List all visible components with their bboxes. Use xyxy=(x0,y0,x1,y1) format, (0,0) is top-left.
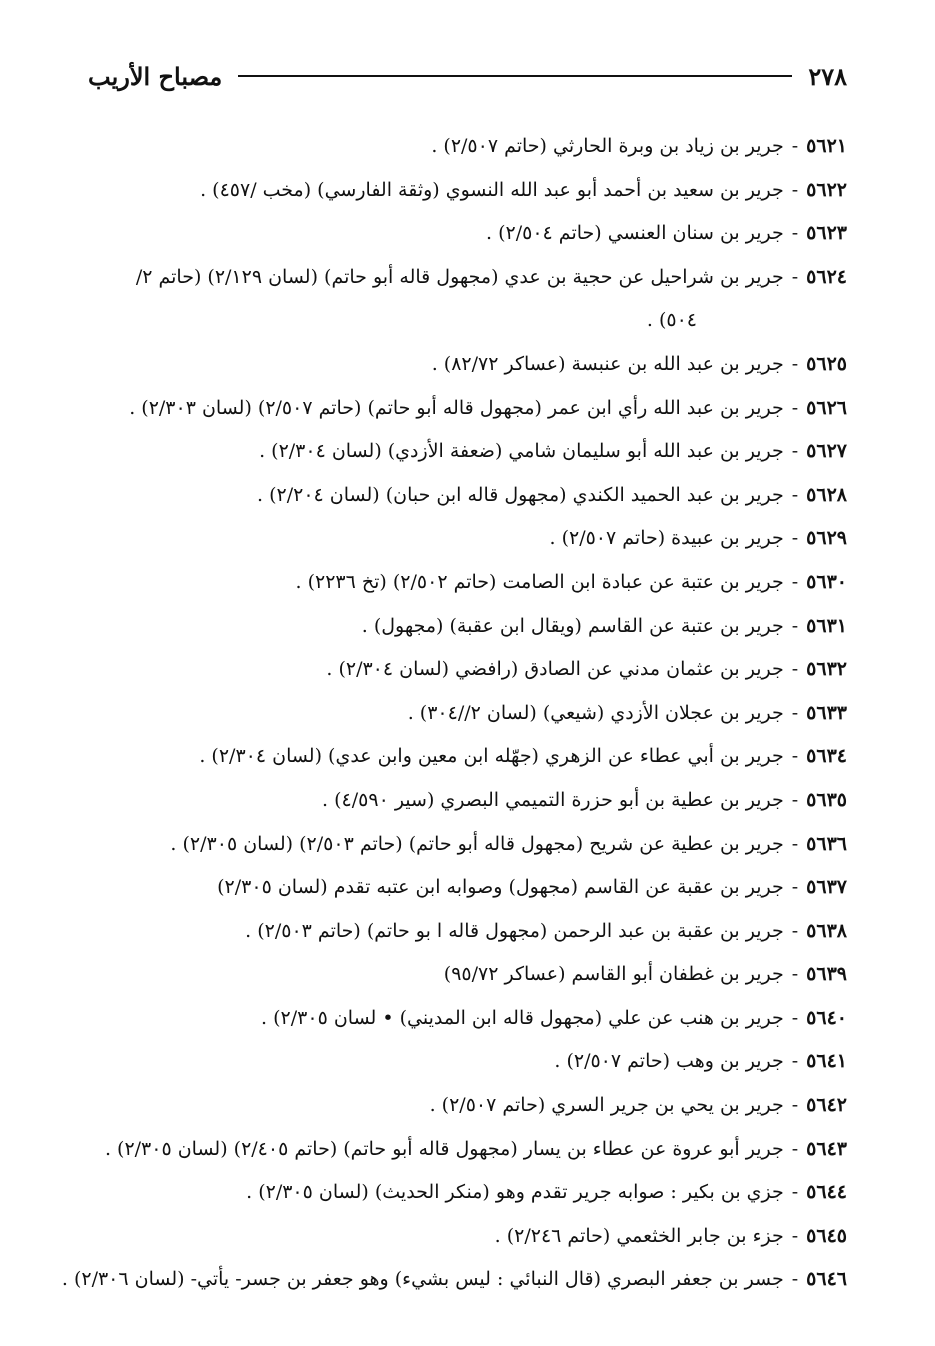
entry-number: ٥٦٢٣ xyxy=(806,222,847,245)
entry-number: ٥٦٣٠ xyxy=(806,570,847,593)
entry-text: جرير بن عقبة عن القاسم (مجهول) وصوابه ابن عتبه تقدم (لسان ٢/٣٠٥) xyxy=(217,876,784,899)
entry-text: جرير بن غطفان أبو القاسم (عساكر ٩٥/٧٢) xyxy=(443,963,784,986)
entry-text: جسر بن جعفر البصري (قال النبائي : ليس بشيء) وهو جعفر بن جسر- يأتي- (لسان ٢/٣٠٦) . xyxy=(61,1268,784,1291)
entry-text: جرير بن عبد الحميد الكندي (مجهول قاله ابن حبان) (لسان ٢/٢٠٤) . xyxy=(257,483,784,506)
entry-5631: ٥٦٣١-جرير بن عتبة عن القاسم (ويقال ابن عقبة) (مجهول) . xyxy=(361,614,847,637)
entry-number: ٥٦٤١ xyxy=(806,1050,847,1073)
entry-5635: ٥٦٣٥-جرير بن عطية بن أبو حزرة التميمي البصري (سير ٤/٥٩٠) . xyxy=(322,788,847,811)
entry-number: ٥٦٣٩ xyxy=(806,963,847,986)
entry-text: جرير بن عجلان الأزدي (شيعي) (لسان ٢//٣٠٤) . xyxy=(407,701,784,724)
entry-5645: ٥٦٤٥-جزء بن جابر الخثعمي (حاتم ٢/٢٤٦) . xyxy=(494,1224,847,1247)
entry-5643: ٥٦٤٣-جرير أبو عروة عن عطاء بن يسار (مجهول قاله أبو حاتم) (حاتم ٢/٤٠٥) (لسان ٢/٣٠٥) . xyxy=(104,1137,847,1160)
entry-number: ٥٦٤٢ xyxy=(806,1094,847,1117)
entry-text: جرير أبو عروة عن عطاء بن يسار (مجهول قاله أبو حاتم) (حاتم ٢/٤٠٥) (لسان ٢/٣٠٥) . xyxy=(104,1137,784,1160)
entry-number: ٥٦٢١ xyxy=(806,135,847,157)
entry-text: جزي بن بكير : صوابه جرير تقدم وهو (منكر الحديث) (لسان ٢/٣٠٥) . xyxy=(246,1181,784,1204)
entry-5629: ٥٦٢٩-جرير بن عبيدة (حاتم ٢/٥٠٧) . xyxy=(549,527,847,550)
entry-text: جرير بن شراحيل عن حجية بن عدي (مجهول قاله أبو حاتم) (لسان ٢/١٢٩) (حاتم ٢/ xyxy=(135,265,784,288)
entry-number: ٥٦٤٤ xyxy=(806,1181,847,1204)
entry-number: ٥٦٣٧ xyxy=(806,876,847,899)
entry-5646: ٥٦٤٦-جسر بن جعفر البصري (قال النبائي : ليس بشيء) وهو جعفر بن جسر- يأتي- (لسان ٢/٣٠٦) . xyxy=(61,1268,847,1291)
entry-number: ٥٦٢٦ xyxy=(806,396,847,419)
page-number: ٢٧٨ xyxy=(808,61,847,91)
entry-5644: ٥٦٤٤-جزي بن بكير : صوابه جرير تقدم وهو (منكر الحديث) (لسان ٢/٣٠٥) . xyxy=(246,1181,847,1204)
entry-text: جرير بن سنان العنسي (حاتم ٢/٥٠٤) . xyxy=(486,222,784,245)
entry-5633: ٥٦٣٣-جرير بن عجلان الأزدي (شيعي) (لسان ٢//٣٠٤) . xyxy=(407,701,847,724)
page-header xyxy=(88,58,847,94)
entry-number: ٥٦٣٢ xyxy=(806,658,847,681)
entry-text: جرير بن أبي عطاء عن الزهري (جهّله ابن معين وابن عدي) (لسان ٢/٣٠٤) . xyxy=(199,745,784,768)
entry-text: جرير بن عثمان مدني عن الصادق (رافضي (لسان ٢/٣٠٤) . xyxy=(326,658,784,681)
entry-5621: ٥٦٢١-جرير بن زياد بن وبرة الحارثي (حاتم ٢/٥٠٧) . xyxy=(431,135,847,157)
entry-5627: ٥٦٢٧-جرير بن عبد الله أبو سليمان شامي (ضعفة الأزدي) (لسان ٢/٣٠٤) . xyxy=(259,440,847,463)
entry-5630: ٥٦٣٠-جرير بن عتبة عن عبادة ابن الصامت (حاتم ٢/٥٠٢) (تخ ٢٢٣٦) . xyxy=(295,570,847,593)
entry-5632: ٥٦٣٢-جرير بن عثمان مدني عن الصادق (رافضي (لسان ٢/٣٠٤) . xyxy=(326,658,847,681)
entry-number: ٥٦٣٦ xyxy=(806,832,847,855)
entry-text-continuation: ٥٠٤) . xyxy=(646,309,697,332)
entry-number: ٥٦٤٥ xyxy=(806,1224,847,1247)
entry-number: ٥٦٢٢ xyxy=(806,178,847,201)
entry-text: جرير بن عبد الله بن عنبسة (عساكر ٨٢/٧٢) . xyxy=(431,352,784,375)
entry-list xyxy=(60,125,847,1302)
entry-5638: ٥٦٣٨-جرير بن عقبة بن عبد الرحمن (مجهول قاله ا بو حاتم) (حاتم ٢/٥٠٣) . xyxy=(245,919,847,942)
entry-5622: ٥٦٢٢-جرير بن سعيد بن أحمد أبو عبد الله النسوي (وثقة الفارسي) (مخب /٤٥٧) . xyxy=(200,178,847,201)
entry-5624: ٥٦٢٤-جرير بن شراحيل عن حجية بن عدي (مجهول قاله أبو حاتم) (لسان ٢/١٢٩) (حاتم ٢/ xyxy=(135,265,847,288)
entry-5637: ٥٦٣٧-جرير بن عقبة عن القاسم (مجهول) وصوابه ابن عتبه تقدم (لسان ٢/٣٠٥) xyxy=(217,876,847,899)
entry-number: ٥٦٢٤ xyxy=(806,265,847,288)
entry-5623: ٥٦٢٣-جرير بن سنان العنسي (حاتم ٢/٥٠٤) . xyxy=(486,222,847,245)
entry-text: جرير بن هنب عن علي (مجهول قاله ابن المديني) • لسان ٢/٣٠٥) . xyxy=(261,1006,784,1029)
entry-5628: ٥٦٢٨-جرير بن عبد الحميد الكندي (مجهول قاله ابن حبان) (لسان ٢/٢٠٤) . xyxy=(257,483,847,506)
entry-number: ٥٦٣٣ xyxy=(806,701,847,724)
entry-text: جرير بن عقبة بن عبد الرحمن (مجهول قاله ا بو حاتم) (حاتم ٢/٥٠٣) . xyxy=(245,919,784,942)
entry-5624-continuation xyxy=(60,299,847,343)
header-rule xyxy=(238,75,792,77)
entry-5634: ٥٦٣٤-جرير بن أبي عطاء عن الزهري (جهّله ابن معين وابن عدي) (لسان ٢/٣٠٤) . xyxy=(199,745,847,768)
entry-text: جرير بن عطية بن أبو حزرة التميمي البصري (سير ٤/٥٩٠) . xyxy=(322,788,784,811)
entry-number: ٥٦٢٩ xyxy=(806,527,847,550)
entry-text: جرير بن عبد الله أبو سليمان شامي (ضعفة الأزدي) (لسان ٢/٣٠٤) . xyxy=(259,440,784,463)
entry-text: جرير بن وهب (حاتم ٢/٥٠٧) . xyxy=(554,1050,784,1073)
entry-number: ٥٦٤٣ xyxy=(806,1137,847,1160)
entry-text: جرير بن يحي بن جرير السري (حاتم ٢/٥٠٧) . xyxy=(429,1094,784,1117)
entry-number: ٥٦٤٠ xyxy=(806,1006,847,1029)
entry-text: جرير بن عبيدة (حاتم ٢/٥٠٧) . xyxy=(549,527,784,550)
entry-text: جرير بن عبد الله رأي ابن عمر (مجهول قاله أبو حاتم) (حاتم ٢/٥٠٧) (لسان ٢/٣٠٣) . xyxy=(129,396,784,419)
entry-number: ٥٦٣٤ xyxy=(806,745,847,768)
entry-text: جرير بن عتبة عن عبادة ابن الصامت (حاتم ٢/٥٠٢) (تخ ٢٢٣٦) . xyxy=(295,570,784,593)
entry-number: ٥٦٢٥ xyxy=(806,352,847,375)
entry-text: جرير بن عطية عن شريح (مجهول قاله أبو حاتم) (حاتم ٢/٥٠٣) (لسان ٢/٣٠٥) . xyxy=(170,832,784,855)
entry-5642: ٥٦٤٢-جرير بن يحي بن جرير السري (حاتم ٢/٥٠٧) . xyxy=(429,1094,847,1117)
entry-number: ٥٦٣٥ xyxy=(806,788,847,811)
entry-number: ٥٦٤٦ xyxy=(806,1268,847,1291)
entry-number: ٥٦٢٨ xyxy=(806,483,847,506)
entry-5636: ٥٦٣٦-جرير بن عطية عن شريح (مجهول قاله أبو حاتم) (حاتم ٢/٥٠٣) (لسان ٢/٣٠٥) . xyxy=(170,832,847,855)
entry-5625: ٥٦٢٥-جرير بن عبد الله بن عنبسة (عساكر ٨٢/٧٢) . xyxy=(431,352,847,375)
entry-number: ٥٦٣١ xyxy=(806,614,847,637)
entry-5639: ٥٦٣٩-جرير بن غطفان أبو القاسم (عساكر ٩٥/٧٢) xyxy=(443,963,847,986)
entry-number: ٥٦٢٧ xyxy=(806,440,847,463)
entry-text: جزء بن جابر الخثعمي (حاتم ٢/٢٤٦) . xyxy=(494,1224,784,1247)
entry-5641: ٥٦٤١-جرير بن وهب (حاتم ٢/٥٠٧) . xyxy=(554,1050,847,1073)
entry-text: جرير بن عتبة عن القاسم (ويقال ابن عقبة) (مجهول) . xyxy=(361,614,784,637)
entry-text: جرير بن زياد بن وبرة الحارثي (حاتم ٢/٥٠٧) . xyxy=(431,135,784,157)
entry-5626: ٥٦٢٦-جرير بن عبد الله رأي ابن عمر (مجهول قاله أبو حاتم) (حاتم ٢/٥٠٧) (لسان ٢/٣٠٣) . xyxy=(129,396,847,419)
entry-5640: ٥٦٤٠-جرير بن هنب عن علي (مجهول قاله ابن المديني) • لسان ٢/٣٠٥) . xyxy=(261,1006,847,1029)
entry-number: ٥٦٣٨ xyxy=(806,919,847,942)
book-title: مصباح الأريب xyxy=(88,61,223,91)
entry-text: جرير بن سعيد بن أحمد أبو عبد الله النسوي (وثقة الفارسي) (مخب /٤٥٧) . xyxy=(200,178,784,201)
